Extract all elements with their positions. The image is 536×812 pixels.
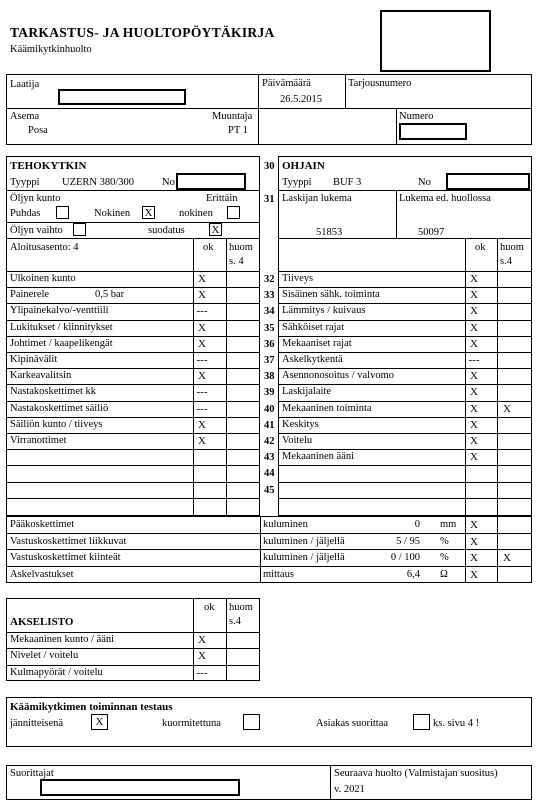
row-divider — [6, 401, 260, 402]
koskettimet-row-ok[interactable]: X — [470, 568, 478, 581]
ohjain-row-ok[interactable]: X — [470, 321, 478, 334]
row-divider — [6, 433, 260, 434]
testaus-title: Käämikytkimen toiminnan testaus — [10, 701, 173, 713]
koskettimet-row-label: Vastuskoskettimet liikkuvat — [10, 535, 127, 547]
akselisto-row-label: Mekaaninen kunto / ääni — [10, 634, 115, 645]
erittain-nokinen-checkbox[interactable] — [227, 206, 240, 219]
nokinen-checkbox[interactable]: X — [142, 206, 155, 219]
tehokytkin-row-ok[interactable]: X — [198, 289, 206, 302]
page-subtitle: Käämikytkinhuolto — [10, 44, 92, 55]
ohjain-row-label: Mekaaninen ääni — [282, 451, 355, 463]
lukema-ed-label: Lukema ed. huollossa — [399, 193, 491, 204]
ohjain-row-num: 39 — [264, 387, 275, 399]
laskijan-lukema-label: Laskijan lukema — [282, 193, 352, 204]
row-divider — [6, 533, 532, 534]
row-divider — [6, 384, 260, 385]
koskettimet-row-measure: kuluminen / jäljellä — [263, 535, 345, 547]
ohjain-row-huom[interactable]: X — [503, 402, 511, 415]
kuormitettuna-checkbox[interactable] — [243, 714, 260, 730]
koskettimet-row-ok[interactable]: X — [470, 519, 478, 531]
akselisto-row-label: Nivelet / voitelu — [10, 650, 79, 662]
akselisto-row-label: Kulmapyörät / voitelu — [10, 666, 103, 678]
erittain-label: Erittäin — [206, 193, 238, 204]
koskettimet-row-measure: kuluminen — [263, 519, 308, 530]
tehokytkin-row-ok[interactable]: X — [198, 273, 206, 285]
ohjain-huom-sub: s.4 — [500, 256, 512, 267]
tehokytkin-row-ok[interactable]: X — [198, 321, 206, 334]
ohjain-row-label: Sisäinen sähk. toiminta — [282, 289, 380, 301]
oljyn-kunto-label: Öljyn kunto — [10, 193, 61, 204]
ohjain-huom-header: huom — [500, 242, 524, 253]
ohjain-row-ok[interactable]: X — [470, 337, 478, 350]
row-divider — [278, 482, 532, 483]
koskettimet-row-value: 5 / 95 — [396, 535, 420, 547]
nokinen-label: Nokinen — [94, 208, 131, 219]
ohjain-row-ok[interactable]: X — [470, 451, 478, 464]
asema-value: Posa — [28, 125, 48, 136]
ohjain-row-num: 34 — [264, 306, 275, 318]
ohjain-no-field[interactable] — [446, 173, 530, 190]
ohjain-row-label: Laskijalaite — [282, 386, 331, 398]
ohjain-row-label: Voitelu — [282, 435, 313, 446]
row-divider — [278, 384, 532, 385]
row-divider — [6, 449, 260, 450]
row-divider — [278, 498, 532, 499]
muuntaja-value: PT 1 — [228, 125, 248, 136]
ohjain-no-label: No — [418, 177, 431, 188]
row-divider — [6, 498, 260, 499]
akselisto-title: AKSELISTO — [10, 616, 74, 628]
row-divider — [278, 465, 532, 466]
ohjain-row-label: Lämmitys / kuivaus — [282, 305, 366, 317]
row-divider — [278, 401, 532, 402]
tehokytkin-row-label: Johtimet / kaapelikengät — [10, 337, 113, 349]
koskettimet-row-unit: Ω — [440, 568, 448, 580]
tehokytkin-title: TEHOKYTKIN — [10, 160, 87, 172]
tehokytkin-row-label: Nastakoskettimet kk — [10, 386, 97, 398]
tehokytkin-row-ok[interactable]: --- — [196, 402, 208, 415]
tehokytkin-row-label: Ulkoinen kunto — [10, 273, 76, 284]
ks-sivu-label: ks. sivu 4 ! — [433, 718, 480, 729]
koskettimet-row-value: 6,4 — [406, 568, 420, 580]
tarjousnumero-label: Tarjousnumero — [348, 78, 412, 89]
muuntaja-label: Muuntaja — [212, 111, 253, 122]
row-divider — [278, 449, 532, 450]
asiakas-suorittaa-label: Asiakas suorittaa — [316, 718, 389, 729]
koskettimet-row-unit: mm — [440, 519, 457, 530]
ohjain-row-num: 43 — [264, 452, 275, 464]
tehokytkin-row-label: Nastakoskettimet säiliö — [10, 402, 109, 414]
row-divider — [278, 287, 532, 288]
akselisto-ok-header: ok — [204, 602, 215, 613]
ohjain-row-num: 32 — [264, 274, 275, 285]
koskettimet-row-label: Pääkoskettimet — [10, 519, 75, 530]
jannitteisena-checkbox[interactable]: X — [91, 714, 108, 730]
ohjain-row-label: Keskitys — [282, 418, 319, 430]
ohjain-row-num: 44 — [264, 468, 275, 480]
tehokytkin-row-label: Painerele — [10, 289, 50, 301]
row-divider — [278, 303, 532, 304]
aloitusasento-label: Aloitusasento: 4 — [10, 242, 79, 253]
row-divider — [6, 336, 260, 337]
erittain-nokinen-label: nokinen — [179, 208, 213, 219]
ohjain-row-ok[interactable]: X — [470, 435, 478, 447]
tehokytkin-row-value: 0,5 bar — [95, 289, 125, 301]
puhdas-label: Puhdas — [10, 208, 41, 219]
tehokytkin-row-ok[interactable]: X — [198, 435, 206, 447]
tehokytkin-huom-header: huom — [229, 242, 253, 253]
puhdas-checkbox[interactable] — [56, 206, 69, 219]
paivamaara-label: Päivämäärä — [262, 78, 311, 89]
tehokytkin-row-label: Karkeavalitsin — [10, 370, 72, 382]
koskettimet-row-value: 0 — [414, 519, 420, 530]
row-divider — [6, 417, 260, 418]
ohjain-row-ok[interactable]: --- — [468, 354, 480, 366]
oljyn-vaihto-label: Öljyn vaihto — [10, 225, 63, 236]
ohjain-row-num: 33 — [264, 290, 275, 302]
ohjain-row-ok[interactable]: X — [470, 289, 478, 302]
lukema-ed-value: 50097 — [418, 227, 445, 238]
ohjain-row-label: Askelkytkentä — [282, 354, 343, 365]
akselisto-huom-sub: s.4 — [229, 616, 241, 627]
row-divider — [278, 336, 532, 337]
ohjain-row-label: Sähköiset rajat — [282, 321, 345, 333]
ohjain-row-label: Mekaaninen toiminta — [282, 402, 372, 414]
laatija-label: Laatija — [10, 79, 40, 90]
tehokytkin-no-field[interactable] — [176, 173, 246, 190]
ohjain-title: OHJAIN — [282, 160, 325, 172]
ohjain-row-ok[interactable]: X — [470, 273, 478, 285]
tehokytkin-ok-header: ok — [203, 242, 214, 253]
row-divider — [6, 287, 260, 288]
suodatus-checkbox[interactable]: X — [209, 223, 222, 236]
numero-field[interactable] — [399, 123, 467, 140]
row-divider — [6, 566, 532, 567]
laskijan-lukema-value: 51853 — [316, 227, 343, 238]
paivamaara-value: 26.5.2015 — [280, 94, 322, 105]
tehokytkin-no-label: No — [162, 177, 175, 188]
ohjain-row-label: Mekaaniset rajat — [282, 337, 352, 349]
ohjain-tyyppi-value: BUF 3 — [333, 177, 362, 188]
koskettimet-row-measure: mittaus — [263, 568, 294, 580]
koskettimet-row-unit: % — [440, 535, 449, 547]
jannitteisena-label: jännitteisenä — [10, 718, 64, 729]
ohjain-row-num: 41 — [264, 419, 275, 431]
logo-redacted — [380, 10, 491, 72]
tehokytkin-tyyppi-label: Tyyppi — [10, 177, 40, 188]
row-divider — [278, 352, 532, 353]
asema-label: Asema — [10, 111, 40, 122]
akselisto-row-ok[interactable]: --- — [196, 666, 208, 679]
tehokytkin-row-ok[interactable]: --- — [196, 386, 208, 399]
tehokytkin-tyyppi-value: UZERN 380/300 — [62, 177, 135, 188]
tehokytkin-row-ok[interactable]: --- — [196, 305, 208, 318]
numero-label: Numero — [399, 111, 434, 122]
row-divider — [6, 482, 260, 483]
tehokytkin-huom-sub: s. 4 — [229, 256, 244, 267]
tehokytkin-row-label: Ylipainekalvo/-venttiili — [10, 305, 109, 317]
asiakas-suorittaa-checkbox[interactable] — [413, 714, 430, 730]
ohjain-row-num: 35 — [264, 322, 275, 334]
seuraava-huolto-value: v. 2021 — [334, 784, 365, 795]
tehokytkin-row-label: Säiliön kunto / tiiveys — [10, 418, 103, 430]
oljyn-vaihto-checkbox[interactable] — [73, 223, 86, 236]
seuraava-huolto-label: Seuraava huolto (Valmistajan suositus) — [334, 768, 498, 779]
koskettimet-row-unit: % — [440, 552, 449, 563]
ohjain-row-ok[interactable]: X — [470, 370, 478, 383]
ohjain-row-ok[interactable]: X — [470, 305, 478, 318]
akselisto-huom-header: huom — [229, 602, 253, 613]
ohjain-row-ok[interactable]: X — [470, 386, 478, 399]
tehokytkin-row-label: Lukitukset / kiinnitykset — [10, 321, 113, 333]
laskija-num: 31 — [264, 194, 275, 205]
koskettimet-row-ok[interactable]: X — [470, 552, 478, 564]
row-divider — [6, 465, 260, 466]
ohjain-row-label: Tiiveys — [282, 273, 314, 284]
row-divider — [6, 303, 260, 304]
koskettimet-row-label: Vastuskoskettimet kiinteät — [10, 552, 121, 563]
tehokytkin-row-ok[interactable]: X — [198, 418, 206, 431]
ohjain-ok-header: ok — [475, 242, 486, 253]
page-title: TARKASTUS- JA HUOLTOPÖYTÄKIRJA — [10, 25, 275, 40]
koskettimet-row-measure: kuluminen / jäljellä — [263, 552, 345, 563]
ohjain-row-ok[interactable]: X — [470, 418, 478, 431]
ohjain-row-ok[interactable]: X — [470, 402, 478, 415]
tehokytkin-row-label: Kipinävälit — [10, 354, 58, 365]
ohjain-row-num: 42 — [264, 436, 275, 447]
ohjain-tyyppi-label: Tyyppi — [282, 177, 312, 188]
akselisto-row-ok[interactable]: X — [198, 634, 206, 646]
tehokytkin-row-ok[interactable]: --- — [196, 354, 208, 366]
row-divider — [6, 320, 260, 321]
koskettimet-row-ok[interactable]: X — [470, 535, 478, 548]
row-divider — [6, 665, 260, 666]
kuormitettuna-label: kuormitettuna — [162, 718, 221, 729]
ohjain-row-num: 45 — [264, 484, 275, 496]
row-divider — [278, 433, 532, 434]
akselisto-row-ok[interactable]: X — [198, 650, 206, 663]
row-divider — [278, 417, 532, 418]
laatija-field[interactable] — [58, 89, 186, 105]
koskettimet-row-label: Askelvastukset — [10, 568, 74, 580]
suodatus-label: suodatus — [148, 225, 185, 236]
ohjain-row-num: 37 — [264, 355, 275, 366]
row-divider — [6, 352, 260, 353]
row-divider — [6, 549, 532, 550]
suorittajat-label: Suorittajat — [10, 768, 54, 779]
ohjain-row-num: 40 — [264, 403, 275, 415]
row-divider — [278, 320, 532, 321]
tehokytkin-row-ok[interactable]: X — [198, 370, 206, 383]
ohjain-num: 30 — [264, 161, 275, 172]
koskettimet-row-huom[interactable]: X — [503, 552, 511, 564]
row-divider — [6, 648, 260, 649]
ohjain-row-label: Asennonosoitus / valvomo — [282, 370, 394, 382]
tehokytkin-row-ok[interactable]: X — [198, 337, 206, 350]
koskettimet-row-value: 0 / 100 — [390, 552, 420, 563]
suorittajat-field[interactable] — [40, 779, 240, 796]
row-divider — [6, 368, 260, 369]
tehokytkin-row-label: Virranottimet — [10, 435, 67, 446]
ohjain-row-num: 36 — [264, 338, 275, 350]
row-divider — [278, 368, 532, 369]
ohjain-row-num: 38 — [264, 371, 275, 383]
